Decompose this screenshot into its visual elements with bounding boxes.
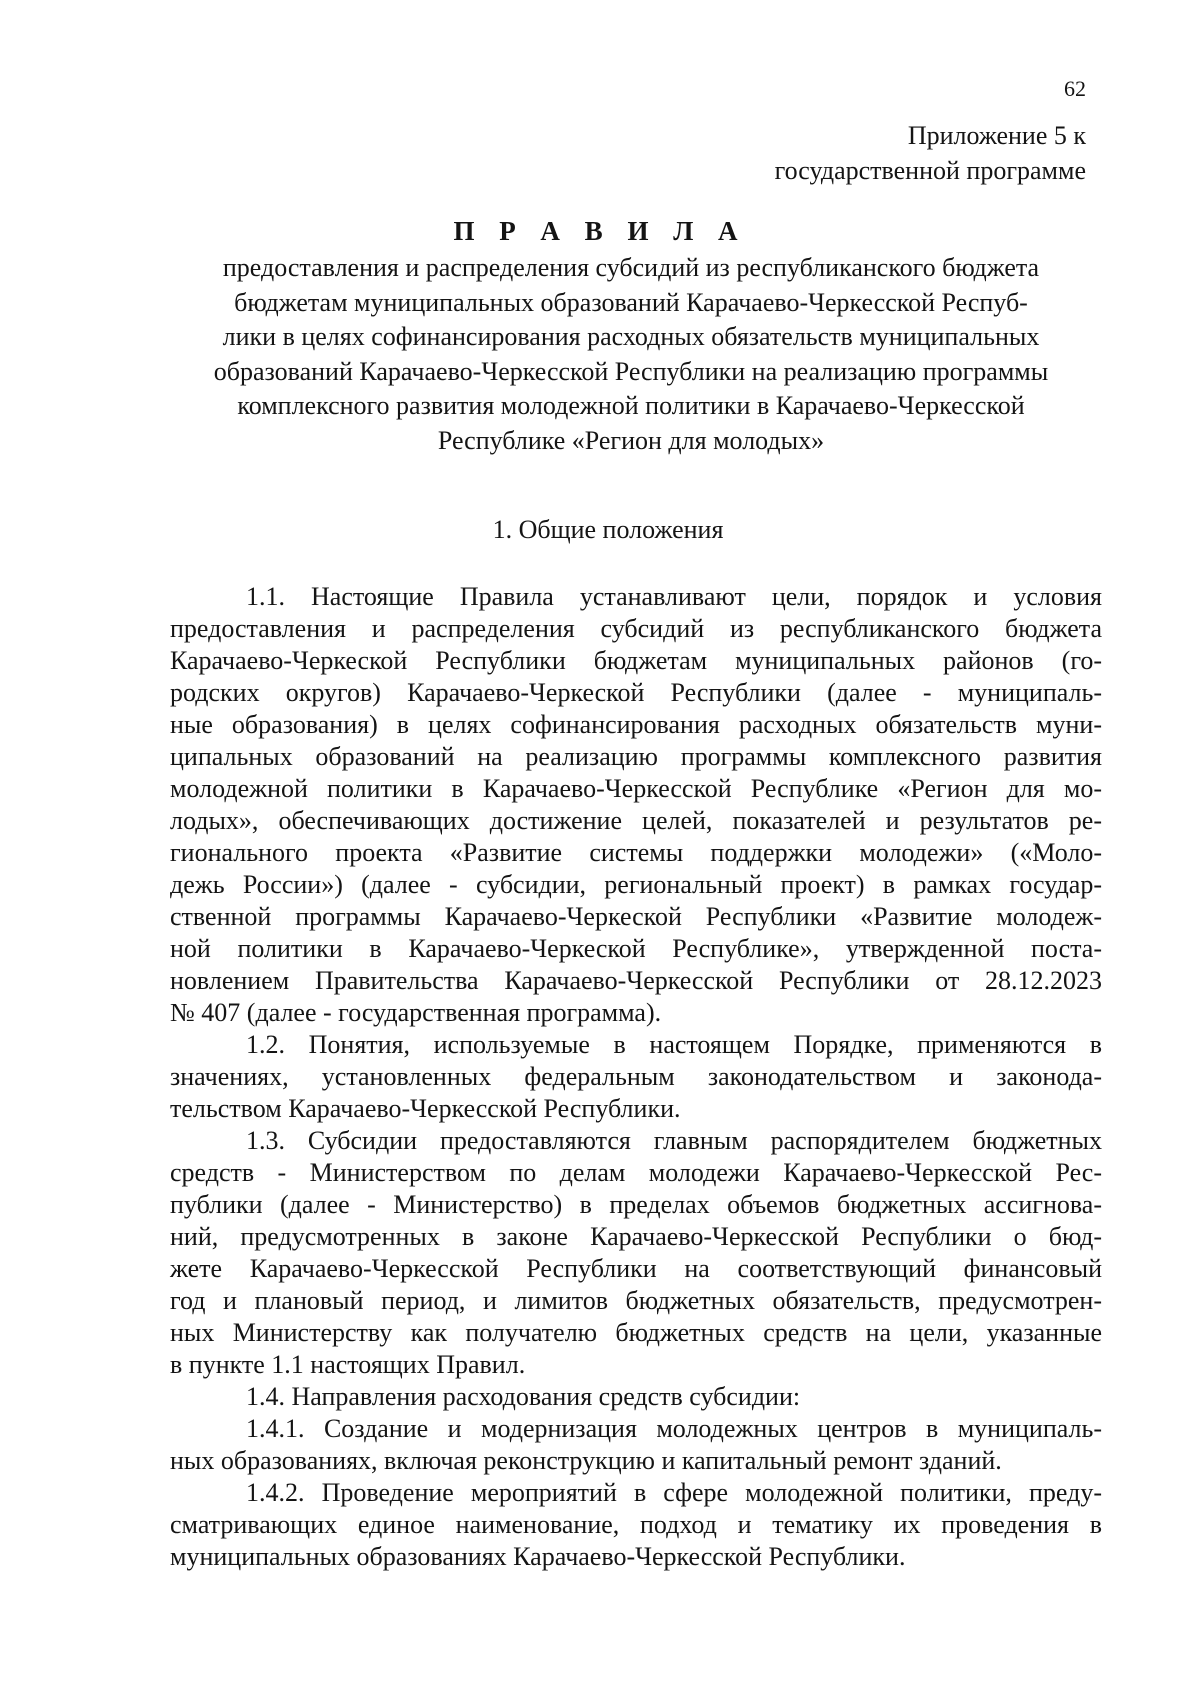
appendix-line: Приложение 5 к [907,121,1086,150]
paragraph-line: 1.4. Направления расходования средств субсидии: [246,1382,801,1411]
paragraph-line: гионального проекта «Развитие системы поддержки молодежи» («Моло- [170,838,1102,867]
paragraph-line: ципальных образований на реализацию программы комплексного развития [170,742,1102,771]
paragraph-line: 1.3. Субсидии предоставляются главным распорядителем бюджетных [246,1126,1102,1155]
paragraph-line: ственной программы Карачаево-Черкеской Республики «Развитие молодеж- [170,902,1102,931]
paragraph-line: 1.4.1. Создание и модернизация молодежных центров в муниципаль- [246,1414,1102,1443]
paragraph-line: 1.1. Настоящие Правила устанавливают цели, порядок и условия [246,582,1102,611]
section-heading: 1. Общие положения [492,515,724,544]
paragraph-line: № 407 (далее - государственная программа). [170,998,662,1027]
paragraph-line: ний, предусмотренных в законе Карачаево-Черкесской Республики о бюд- [170,1222,1102,1251]
paragraph-line: тельством Карачаево-Черкесской Республики. [170,1094,681,1123]
paragraph-line: ных Министерству как получателю бюджетных средств на цели, указанные [170,1318,1102,1347]
paragraph-line: лодых», обеспечивающих достижение целей, показателей и результатов ре- [170,806,1102,835]
paragraph-line: ной политики в Карачаево-Черкеской Республике», утвержденной поста- [170,934,1102,963]
appendix-note [775,118,1086,188]
paragraph-line: в пункте 1.1 настоящих Правил. [170,1350,526,1379]
document-body [170,581,1102,1573]
paragraph-line: родских округов) Карачаево-Черкеской Республики (далее - муниципаль- [170,678,1102,707]
paragraph-line: Карачаево-Черкеской Республики бюджетам муниципальных районов (го- [170,646,1102,675]
page-number: 62 [1064,76,1086,101]
paragraph-line: ных образованиях, включая реконструкцию и капитальный ремонт зданий. [170,1446,1002,1475]
subtitle-line: лики в целях софинансирования расходных обязательств муниципальных [222,322,1040,352]
subtitle-line: Республике «Регион для молодых» [437,425,825,455]
paragraph-line: новлением Правительства Карачаево-Черкесской Республики от 28.12.2023 [170,966,1102,995]
paragraph-line: дежь России») (далее - субсидии, региональный проект) в рамках государ- [170,870,1102,899]
paragraph-line: публики (далее - Министерство) в пределах объемов бюджетных ассигнова- [170,1190,1102,1219]
paragraph-line: ные образования) в целях софинансирования расходных обязательств муни- [170,710,1102,739]
subtitle-line: бюджетам муниципальных образований Карачаево-Черкесской Респуб- [234,287,1028,317]
paragraph-line: 1.4.2. Проведение мероприятий в сфере молодежной политики, преду- [246,1478,1102,1507]
subtitle-line: комплексного развития молодежной политики в Карачаево-Черкесской [237,391,1025,421]
paragraph-line: средств - Министерством по делам молодежи Карачаево-Черкесской Рес- [170,1158,1102,1187]
paragraph-line: значениях, установленных федеральным законодательством и законода- [170,1062,1102,1091]
paragraph-line: предоставления и распределения субсидий из республиканского бюджета [170,614,1102,643]
paragraph-line: жете Карачаево-Черкесской Республики на соответствующий финансовый [170,1254,1102,1283]
subtitle-line: предоставления и распределения субсидий из республиканского бюджета [222,253,1040,282]
paragraph-line: 1.2. Понятия, используемые в настоящем Порядке, применяются в [246,1030,1102,1059]
paragraph-line: год и плановый период, и лимитов бюджетных обязательств, предусмотрен- [170,1286,1102,1315]
document-subtitle [160,251,1102,459]
document-title: П Р А В И Л А [453,216,747,246]
appendix-line: государственной программе [774,156,1086,185]
subtitle-line: образований Карачаево-Черкесской Республики на реализацию программы [213,356,1049,386]
paragraph-line: сматривающих единое наименование, подход и тематику их проведения в [170,1510,1102,1539]
paragraph-line: молодежной политики в Карачаево-Черкесской Республике «Регион для мо- [170,774,1102,803]
paragraph-line: муниципальных образованиях Карачаево-Черкесской Республики. [170,1542,906,1571]
